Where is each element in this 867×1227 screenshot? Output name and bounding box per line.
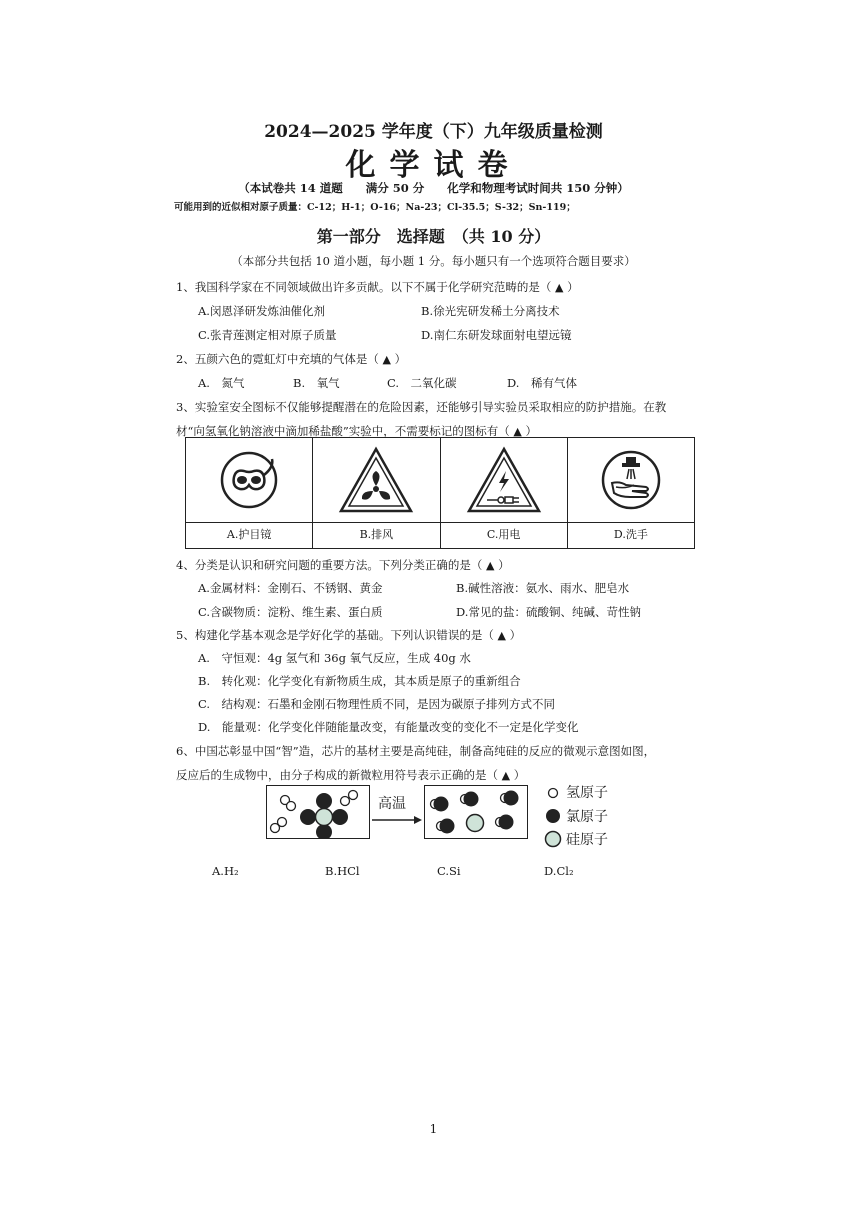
q6-option-a: A.H₂ — [212, 864, 239, 878]
q5-option-d: D. 能量观：化学变化伴随能量改变，有能量改变的变化不一定是化学变化 — [198, 720, 579, 734]
q2-option-a: A. 氮气 — [198, 376, 245, 390]
q5-option-a: A. 守恒观：4g 氢气和 36g 氧气反应，生成 40g 水 — [198, 651, 471, 665]
reactants-box — [266, 785, 370, 839]
hydrogen-atom-icon — [546, 786, 560, 800]
silicon-atom-icon — [544, 830, 562, 848]
products-box — [424, 785, 528, 839]
q1-stem: 1、我国科学家在不同领域做出许多贡献。以下不属于化学研究范畴的是（ ▲ ） — [176, 280, 579, 294]
exam-title: 2024—2025 学年度（下）九年级质量检测 — [264, 122, 603, 142]
electricity-label: C.用电 — [486, 528, 521, 541]
electric-warning-icon — [465, 445, 543, 515]
q4-option-c: C.含碳物质：淀粉、维生素、蛋白质 — [198, 605, 383, 619]
q2-stem: 2、五颜六色的霓虹灯中充填的气体是（ ▲ ） — [176, 352, 407, 366]
q2-option-c: C. 二氧化碳 — [387, 376, 457, 390]
q1-option-c: C.张青莲测定相对原子质量 — [198, 328, 337, 342]
answer-triangle: ▲ — [501, 769, 511, 782]
reaction-condition: 高温 — [378, 796, 406, 812]
q3-stem-line1: 3、实验室安全图标不仅能够提醒潜在的危险因素，还能够引导实验员采取相应的防护措施。在教 — [176, 400, 667, 414]
q6-stem-line2: 反应后的生成物中，由分子构成的新微粒用符号表示正确的是（ ▲ ） — [176, 768, 526, 782]
q6-option-d: D.Cl₂ — [544, 864, 574, 878]
ventilation-cell — [313, 438, 440, 549]
atomic-masses: 可能用到的近似相对原子质量：C-12；H-1；O-16；Na-23；Cl-35.5；S-32；Sn-119； — [174, 202, 576, 213]
q6-option-c: C.Si — [437, 864, 461, 878]
subject-title: 化学试卷 — [345, 148, 522, 183]
handwash-icon — [596, 445, 666, 515]
q3-stem-line2: 材“向氢氧化钠溶液中滴加稀盐酸”实验中，不需要标记的图标有（ ▲ ） — [176, 424, 538, 438]
product-molecules — [425, 786, 527, 838]
reactant-molecules — [267, 786, 369, 838]
q1-option-b: B.徐光宪研发稀土分离技术 — [421, 304, 560, 318]
part1-title: 第一部分 选择题 （共 10 分） — [316, 227, 551, 246]
q2-option-d: D. 稀有气体 — [507, 376, 577, 390]
answer-triangle: ▲ — [497, 629, 506, 642]
part1-note: （本部分共包括 10 道小题，每小题 1 分。每小题只有一个选项符合题目要求） — [231, 254, 636, 268]
handwash-cell — [567, 438, 694, 549]
q5-option-b: B. 转化观：化学变化有新物质生成，其本质是原子的重新组合 — [198, 674, 521, 688]
legend-silicon: 硅原子 — [566, 832, 608, 848]
reaction-arrow-icon — [370, 815, 424, 825]
q4-option-d: D.常见的盐：硫酸铜、纯碱、苛性钠 — [456, 605, 641, 619]
q4-option-b: B.碱性溶液：氨水、雨水、肥皂水 — [456, 581, 630, 595]
page-number: 1 — [429, 1122, 438, 1136]
goggles-label: A.护目镜 — [226, 528, 272, 541]
chlorine-atom-icon — [545, 808, 561, 824]
q5-stem: 5、构建化学基本观念是学好化学的基础。下列认识错误的是（ ▲ ） — [176, 628, 522, 642]
q4-stem: 4、分类是认识和研究问题的重要方法。下列分类正确的是（ ▲ ） — [176, 558, 510, 572]
goggles-cell — [186, 438, 313, 549]
q4-option-a: A.金属材料：金刚石、不锈钢、黄金 — [198, 581, 383, 595]
goggles-icon — [214, 445, 284, 515]
q2-option-b: B. 氧气 — [293, 376, 340, 390]
q1-option-d: D.南仁东研发球面射电望远镜 — [421, 328, 572, 342]
answer-triangle: ▲ — [485, 559, 495, 572]
q6-option-b: B.HCl — [325, 864, 360, 878]
answer-triangle: ▲ — [382, 353, 391, 366]
ventilation-label: B.排风 — [359, 528, 394, 541]
legend-hydrogen: 氢原子 — [566, 785, 608, 801]
exam-info: （本试卷共 14 道题 满分 50 分 化学和物理考试时间共 150 分钟） — [238, 181, 629, 195]
safety-icons-table — [185, 437, 695, 549]
answer-triangle: ▲ — [513, 425, 522, 438]
legend-chlorine: 氯原子 — [566, 809, 608, 825]
q5-option-c: C. 结构观：石墨和金刚石物理性质不同，是因为碳原子排列方式不同 — [198, 697, 556, 711]
electricity-cell — [440, 438, 567, 549]
answer-triangle: ▲ — [554, 281, 564, 294]
q6-stem-line1: 6、中国芯彰显中国“智”造，芯片的基材主要是高纯硅，制备高纯硅的反应的微观示意图如图， — [176, 744, 656, 758]
fan-warning-icon — [337, 445, 415, 515]
handwash-label: D.洗手 — [613, 528, 648, 541]
q1-option-a: A.闵恩泽研发炼油催化剂 — [198, 304, 325, 318]
